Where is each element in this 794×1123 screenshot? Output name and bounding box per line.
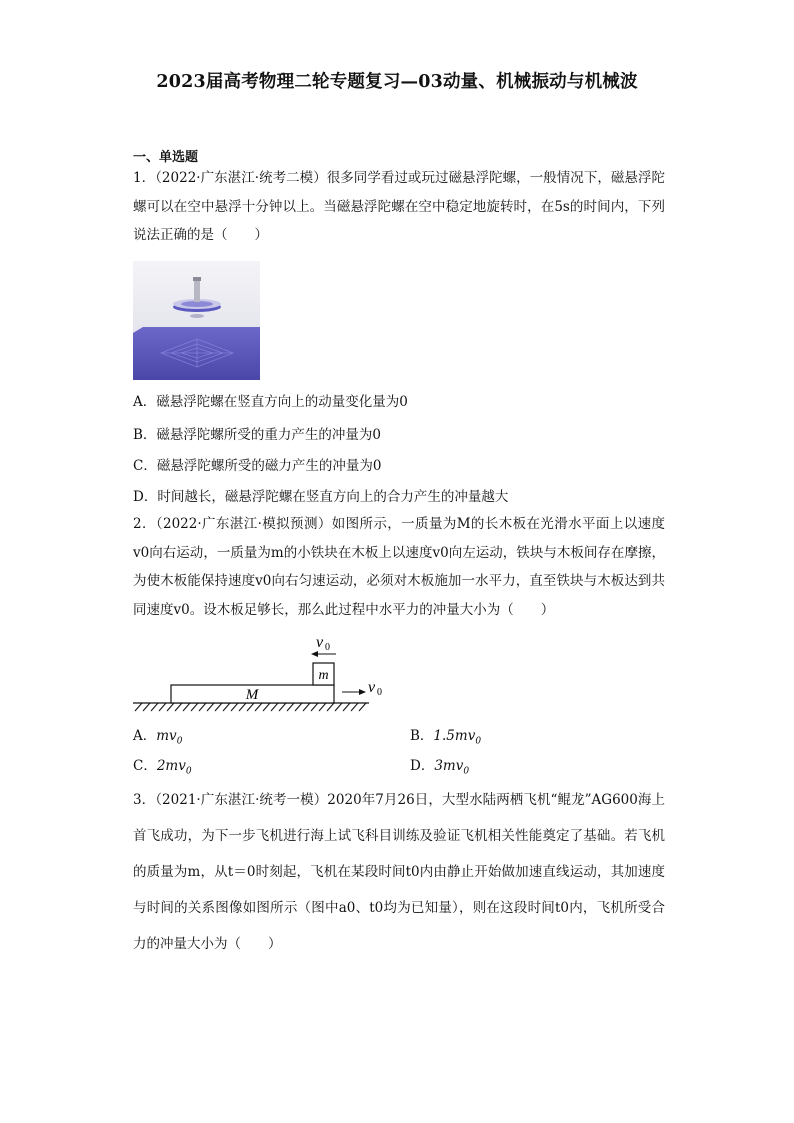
question-2-option-c: C．$2mv_0$ xyxy=(133,758,192,777)
top-velocity-label: v xyxy=(316,634,324,651)
block-label: m xyxy=(318,668,329,683)
plank-label: M xyxy=(245,687,259,703)
maglev-top-photo xyxy=(133,261,260,380)
question-2-option-d: D．$3mv_0$ xyxy=(410,758,470,777)
question-1-option-c: C．磁悬浮陀螺所受的磁力产生的冲量为0 xyxy=(133,458,382,474)
question-2-option-a: A．$mv_0$ xyxy=(133,728,183,747)
question-2-text: 2．（2022·广东湛江·模拟预测）如图所示，一质量为M的长木板在光滑水平面上以速度v0向右运动，一质量为m的小铁块在木板上以速度v0向左运动，铁块与木板间存在摩擦，为使木板能保持速度v0向右匀速运动，必须对木板施加一水平力，直至铁块与木板达到共同速度v0。设木板足够长，那么此过程中水平力的冲量大小为（ ） xyxy=(133,516,665,618)
plank-block-figure xyxy=(133,630,383,722)
question-1-option-b: B．磁悬浮陀螺所受的重力产生的冲量为0 xyxy=(133,427,382,443)
question-3-text: 3．（2021·广东湛江·统考一模）2020年7月26日，大型水陆两栖飞机“鲲龙”AG600海上首飞成功，为下一步飞机进行海上试飞科目训练及验证飞机相关性能奠定了基础。若飞机的质量为m，从t＝0时刻起，飞机在某段时间t0内由静止开始做加速直线运动，其加速度与时间的关系图像如图所示（图中a0、t0均为已知量），则在这段时间t0内，飞机所受合力的冲量大小为（ ） xyxy=(133,792,665,952)
section-heading: 一、单选题 xyxy=(133,150,199,165)
question-2-option-b: B．$1.5mv_0$ xyxy=(410,728,482,747)
right-velocity-label: v xyxy=(368,679,376,696)
question-1-option-a: A．磁悬浮陀螺在竖直方向上的动量变化量为0 xyxy=(133,394,408,410)
question-1-text: 1．（2022·广东湛江·统考二模）很多同学看过或玩过磁悬浮陀螺，一般情况下，磁悬浮陀螺可以在空中悬浮十分钟以上。当磁悬浮陀螺在空中稳定地旋转时，在5s的时间内，下列说法正确的是（ ） xyxy=(133,170,665,243)
page-title: 2023届高考物理二轮专题复习—03动量、机械振动与机械波 xyxy=(156,72,638,92)
top-velocity-subscript: 0 xyxy=(325,642,330,653)
question-1-option-d: D．时间越长，磁悬浮陀螺在竖直方向上的合力产生的冲量越大 xyxy=(133,489,509,505)
right-velocity-subscript: 0 xyxy=(377,687,382,698)
